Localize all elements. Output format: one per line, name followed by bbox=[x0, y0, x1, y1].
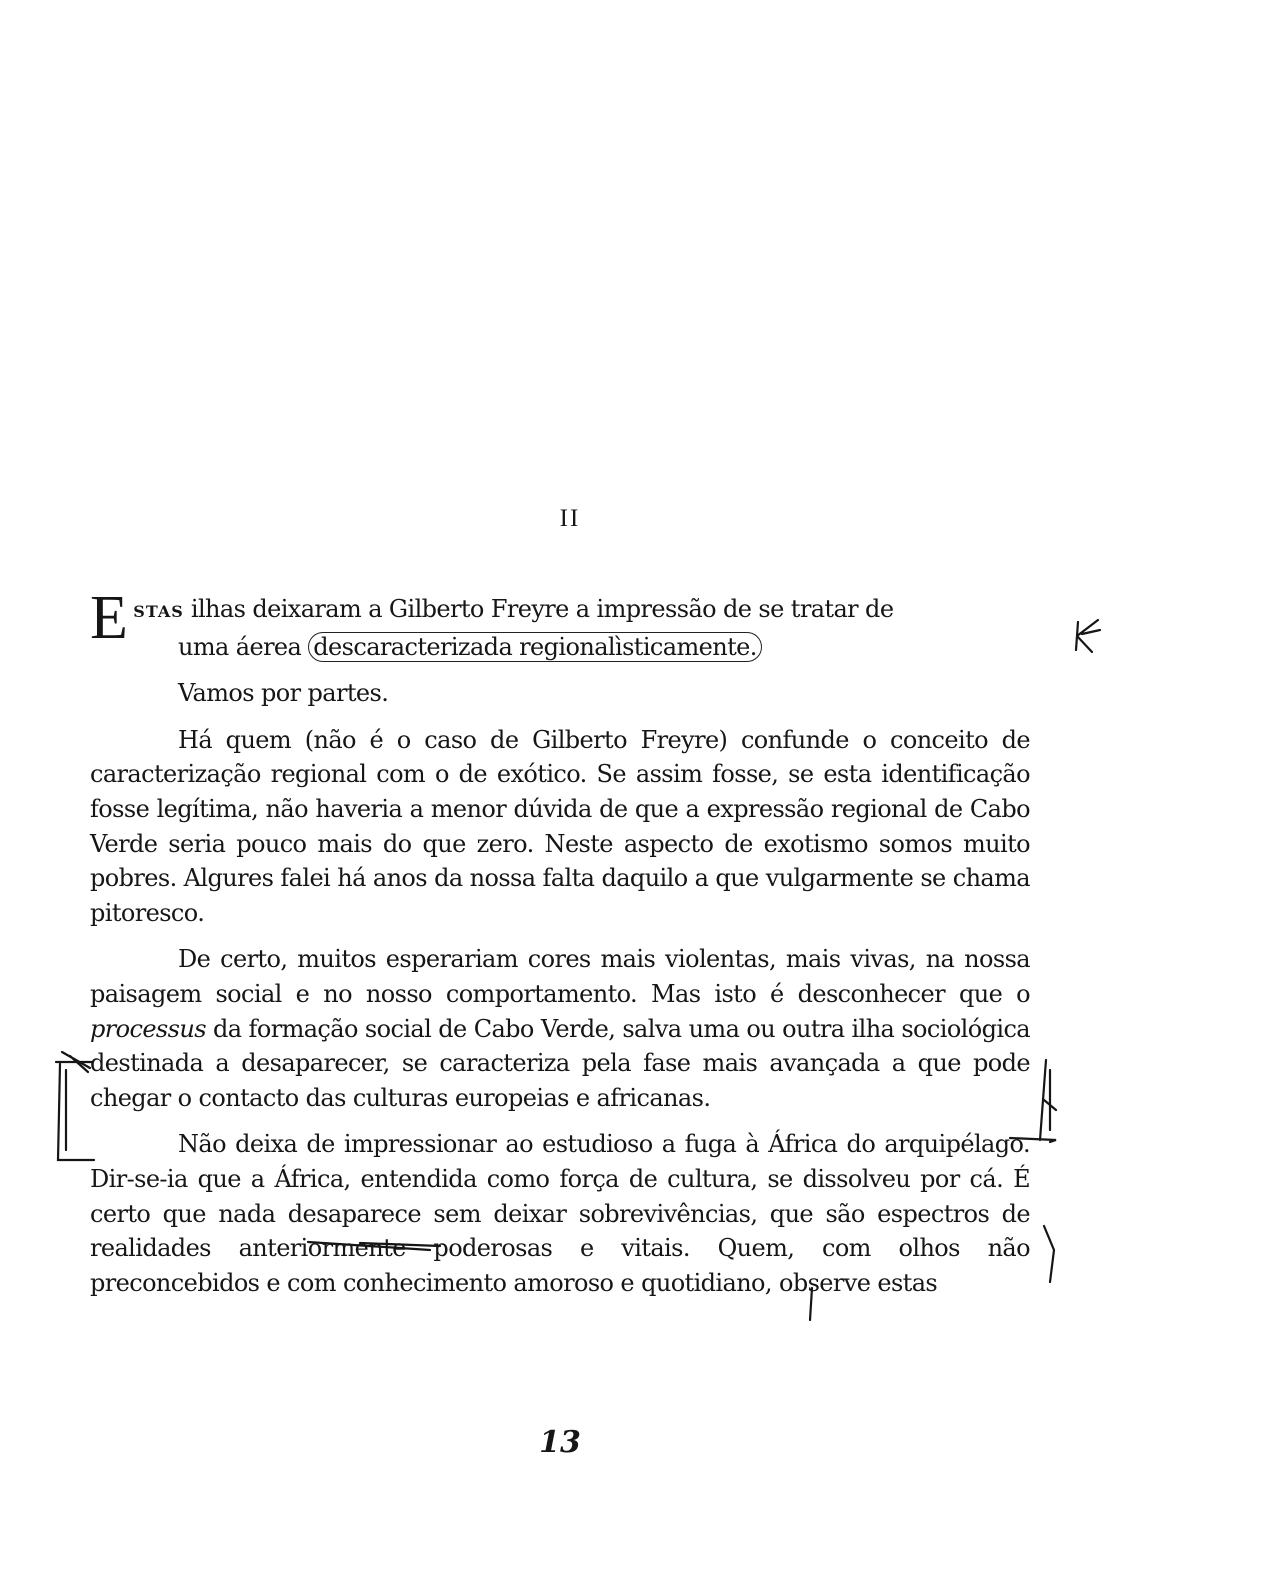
paragraph-1-line-2-text: uma áerea bbox=[178, 632, 302, 661]
paragraph-3: Há quem (não é o caso de Gilberto Freyre) confunde o conceito de caracterização regional com o de exótico. Se assim fosse, se esta identificação fosse legítima, não haveria a menor dúvida de que a expressão regional de Cabo Verde seria pouco mais do que zero. Neste aspecto de exotismo somos muito pobres. Algures falei há anos da nossa falta daquilo a que vulgarmente se chama pitoresco. bbox=[90, 725, 1030, 927]
paragraph-4-italic: processus bbox=[90, 1014, 206, 1043]
margin-k-mark bbox=[1076, 620, 1100, 652]
page-number: 13 bbox=[539, 1425, 581, 1460]
right-margin-tick bbox=[1044, 1226, 1054, 1282]
smallcaps-word: STAS bbox=[133, 602, 184, 621]
paragraph-2: Vamos por partes. bbox=[178, 679, 389, 708]
paragraph-4-pre: De certo, muitos esperariam cores mais violentas, mais vivas, na nossa paisagem social e no nosso comportamento. Mas isto é desconhecer que o bbox=[90, 945, 1030, 1008]
paragraph-1 bbox=[90, 584, 1030, 664]
circled-phrase: descaracterizada regionalìsticamente. bbox=[308, 632, 761, 662]
paragraph-4 bbox=[90, 942, 1030, 1115]
paragraph-5: Não deixa de impressionar ao estudioso a fuga à África do arquipélago. Dir-se-ia que a África, entendida como força de cultura, se dissolveu por cá. É certo que nada desaparece sem deixar sobrevivências, que são espectros de realidades anteriormente poderosas e vitais. Quem, com olhos não preconcebidos e com conhecimento amoroso e quotidiano, observe estas bbox=[90, 1130, 1030, 1297]
chapter-number: II bbox=[559, 505, 581, 532]
drop-cap: E bbox=[90, 584, 128, 652]
paragraph-4-post: da formação social de Cabo Verde, salva uma ou outra ilha sociológica destinada a desaparecer, se caracteriza pela fase mais avançada a que pode chegar o contacto das culturas europeias e africanas. bbox=[90, 1014, 1030, 1112]
left-margin-bracket bbox=[56, 1062, 94, 1160]
paragraph-1-line-1: ilhas deixaram a Gilberto Freyre a impressão de se tratar de bbox=[190, 595, 894, 623]
left-arrow-mark bbox=[62, 1052, 90, 1072]
body-text bbox=[90, 584, 1030, 1312]
paragraph-1-line-2 bbox=[90, 630, 1030, 665]
